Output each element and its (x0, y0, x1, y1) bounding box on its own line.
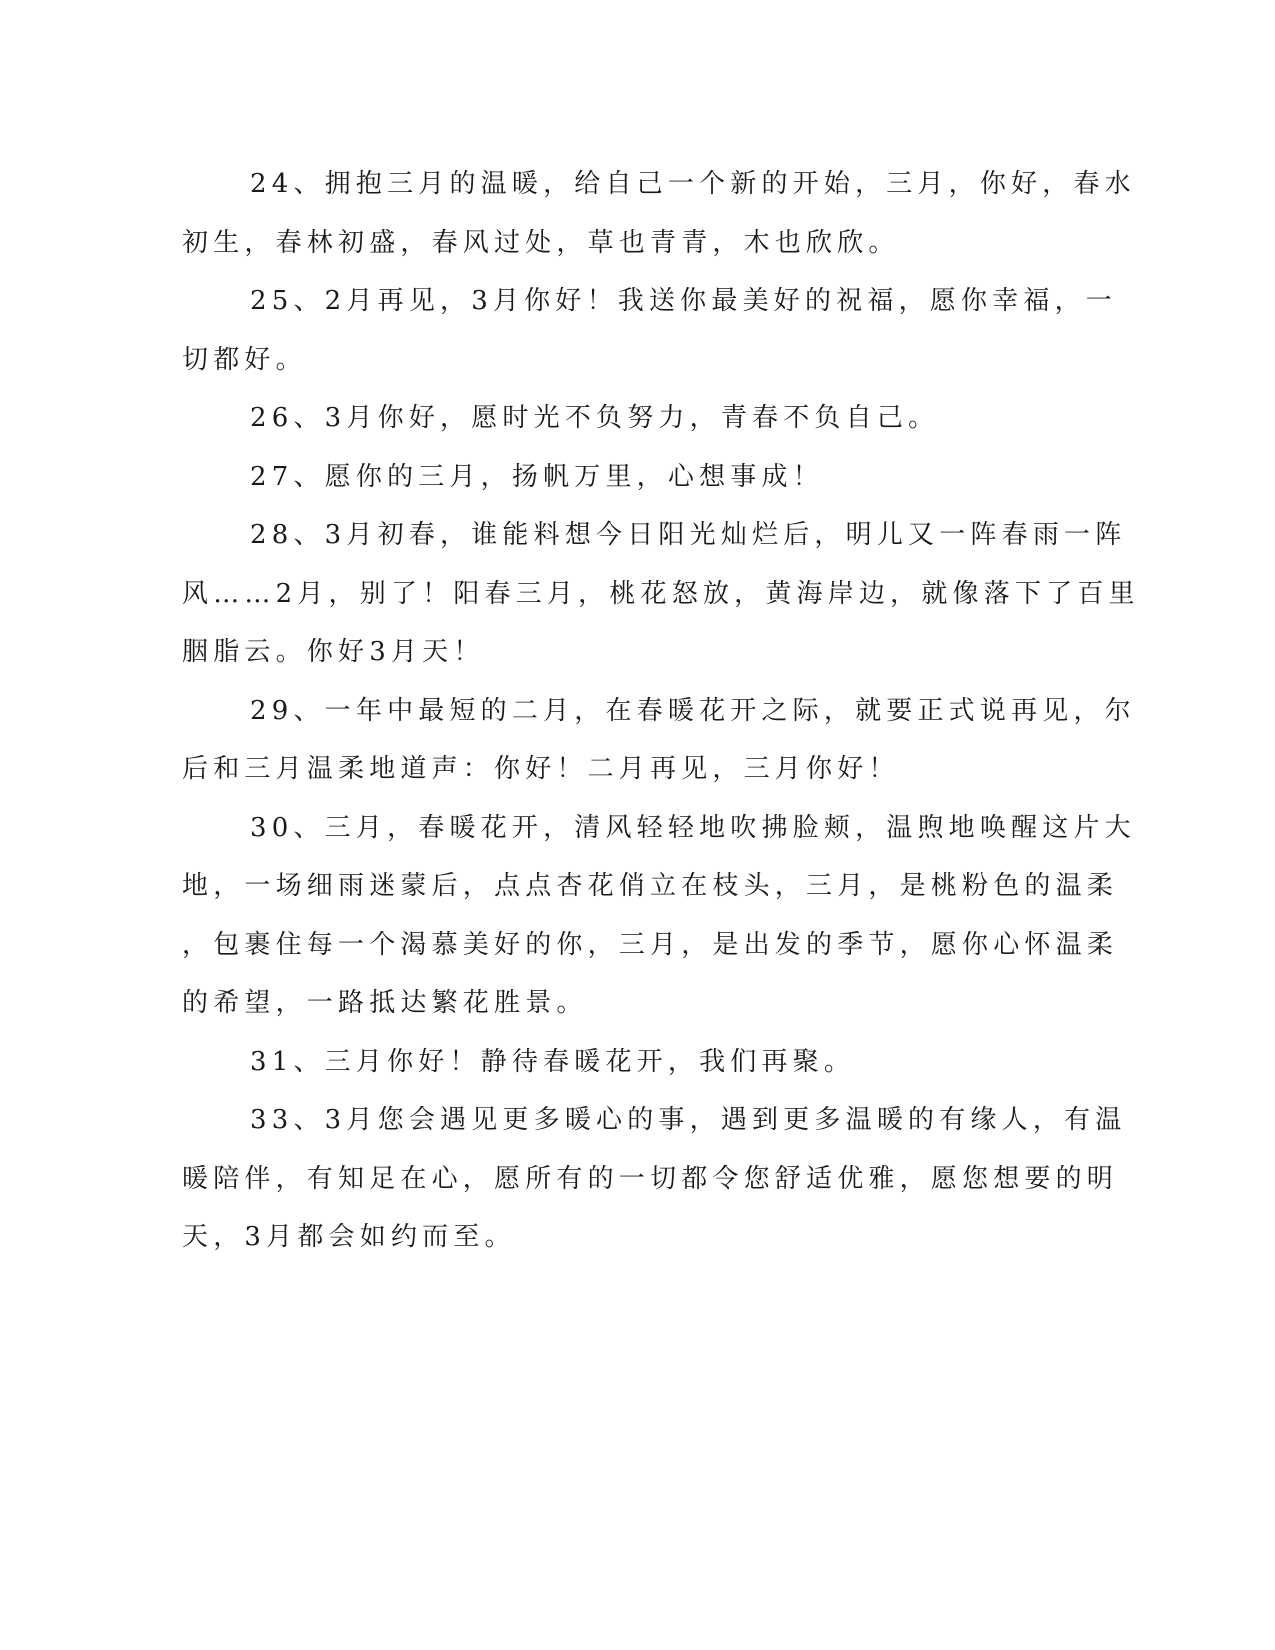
paragraph-line: 28、3月初春，谁能料想今日阳光灿烂后，明儿又一阵春雨一阵 (250, 520, 1127, 550)
paragraph-line: 切都好。 (182, 344, 307, 375)
paragraph-line: 26、3月你好，愿时光不负努力，青春不负自己。 (250, 403, 940, 433)
paragraph-line: 27、愿你的三月，扬帆万里，心想事成！ (250, 461, 824, 492)
paragraph-28 (182, 506, 1140, 682)
paragraph-line: 天，3月都会如约而至。 (182, 1222, 516, 1252)
paragraph-31 (182, 1033, 1032, 1092)
paragraph-line: 的希望，一路抵达繁花胜景。 (182, 988, 588, 1018)
paragraph-30 (182, 799, 1136, 1033)
paragraph-line: 33、3月您会遇见更多暖心的事，遇到更多温暖的有缘人，有温 (250, 1105, 1127, 1135)
paragraph-line: 31、三月你好！静待春暖花开，我们再聚。 (250, 1046, 856, 1077)
paragraph-27 (182, 448, 1032, 507)
paragraph-line: 29、一年中最短的二月，在春暖花开之际，就要正式说再见，尔 (250, 695, 1136, 726)
paragraph-line: 30、三月，春暖花开，清风轻轻地吹拂脸颊，温煦地唤醒这片大 (250, 812, 1136, 843)
paragraph-24 (182, 155, 1136, 272)
paragraph-line: 风……2月，别了！阳春三月，桃花怒放，黄海岸边，就像落下了百里 (182, 578, 1140, 609)
paragraph-line: 暖陪伴，有知足在心，愿所有的一切都令您舒适优雅，愿您想要的明 (182, 1163, 1119, 1194)
paragraph-line: 后和三月温柔地道声：你好！二月再见，三月你好！ (182, 754, 900, 784)
paragraph-line: 胭脂云。你好3月天！ (182, 637, 485, 667)
paragraph-line: ，包裹住每一个渴慕美好的你，三月，是出发的季节，愿你心怀温柔 (182, 929, 1119, 960)
paragraph-line: 24、拥抱三月的温暖，给自己一个新的开始，三月，你好，春水 (250, 169, 1136, 199)
paragraph-line: 初生，春林初盛，春风过处，草也青青，木也欣欣。 (182, 227, 900, 258)
paragraph-line: 25、2月再见，3月你好！我送你最美好的祝福，愿你幸福，一 (250, 286, 1117, 316)
paragraph-29 (182, 682, 1136, 799)
paragraph-line: 地，一场细雨迷蒙后，点点杏花俏立在枝头，三月，是桃粉色的温柔 (182, 871, 1119, 901)
paragraph-33 (182, 1091, 1127, 1267)
document-body (182, 155, 1140, 1267)
paragraph-26 (182, 389, 1032, 448)
paragraph-25 (182, 272, 1117, 389)
